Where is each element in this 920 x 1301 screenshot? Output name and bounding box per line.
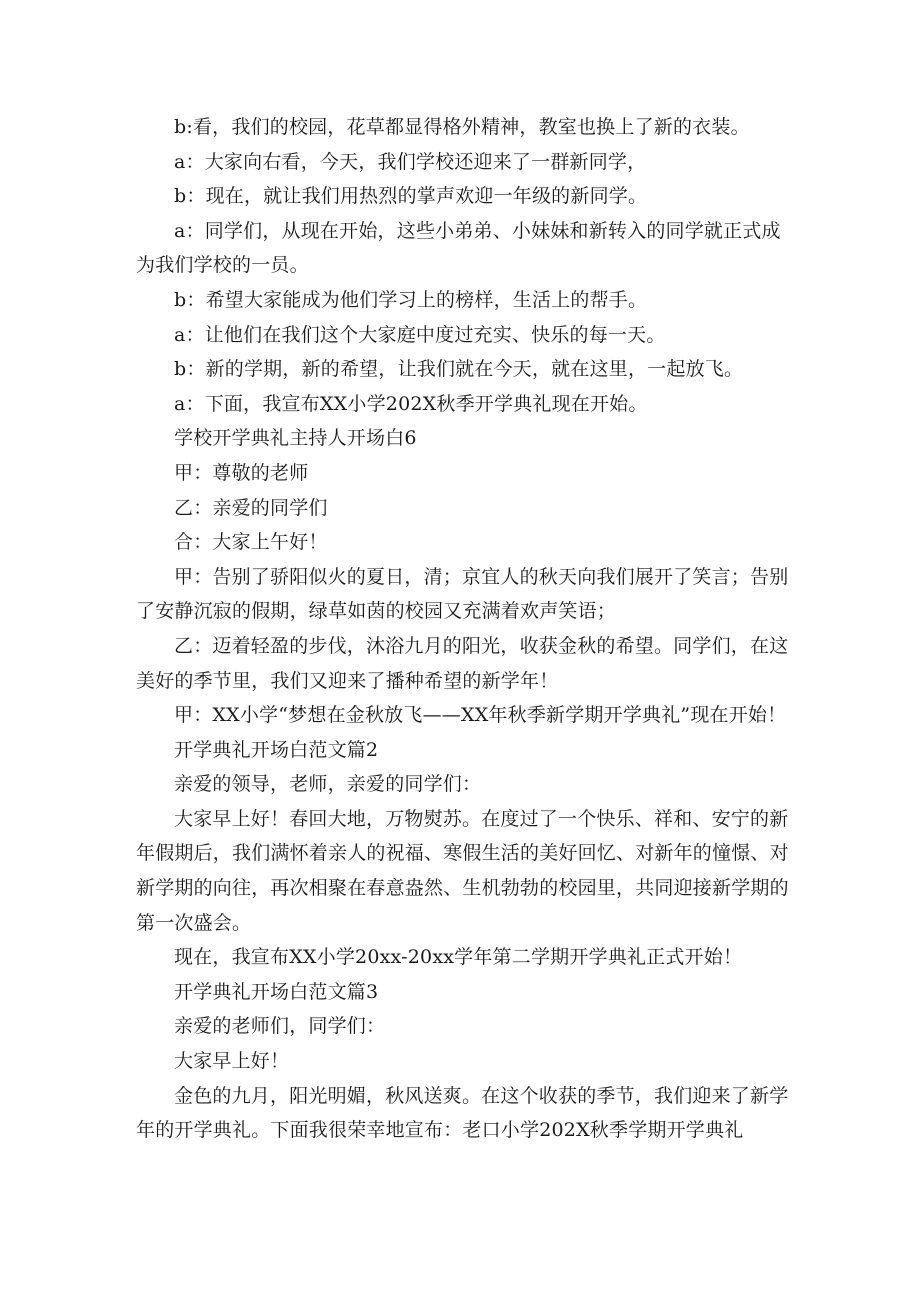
dialogue-line: a：让他们在我们这个大家庭中度过充实、快乐的每一天。 (174, 323, 666, 346)
dialogue-line: 甲：尊敬的老师 (174, 461, 309, 484)
body-paragraph: 大家早上好！春回大地，万物熨苏。在度过了一个快乐、祥和、安宁的新年假期后，我们满怀着亲人的祝福、寒假生活的美好回忆、对新年的憧憬、对新学期的向往，再次相聚在春意盎然、生机勃勃的校园里，共同迎接新学期的第一次盛会。 (136, 807, 789, 934)
dialogue-line: 乙：亲爱的同学们 (174, 496, 328, 519)
dialogue-line: 合：大家上午好！ (174, 531, 328, 554)
body-paragraph: 现在，我宣布XX小学20xx-20xx学年第二学期开学典礼正式开始！ (174, 946, 743, 969)
dialogue-line: b：现在，就让我们用热烈的掌声欢迎一年级的新同学。 (174, 185, 648, 208)
section-heading: 学校开学典礼主持人开场白6 (174, 427, 417, 450)
dialogue-line: 甲：告别了骄阳似火的夏日，清；京宜人的秋天向我们展开了笑言；告别了安静沉寂的假期，绿草如茵的校园又充满着欢声笑语； (136, 565, 789, 623)
section-heading: 开学典礼开场白范文篇3 (174, 980, 379, 1003)
dialogue-line: 乙：迈着轻盈的步伐，沐浴九月的阳光，收获金秋的希望。同学们，在这美好的季节里，我们又迎来了播种希望的新学年！ (136, 634, 789, 692)
greeting-line: 亲爱的老师们，同学们： (174, 1015, 386, 1038)
dialogue-line: b：希望大家能成为他们学习上的榜样，生活上的帮手。 (174, 288, 648, 311)
dialogue-line: a：下面，我宣布XX小学202X秋季开学典礼现在开始。 (174, 392, 648, 415)
greeting-line: 大家早上好！ (174, 1050, 290, 1073)
dialogue-line: a：大家向右看，今天，我们学校还迎来了一群新同学， (174, 150, 647, 173)
greeting-line: 亲爱的领导，老师，亲爱的同学们： (174, 773, 482, 796)
dialogue-line: a：同学们，从现在开始，这些小弟弟、小妹妹和新转入的同学就正式成为我们学校的一员。 (136, 219, 781, 277)
document-body (136, 110, 792, 1148)
dialogue-line: b：新的学期，新的希望，让我们就在今天，就在这里，一起放飞。 (174, 358, 744, 381)
section-heading: 开学典礼开场白范文篇2 (174, 738, 379, 761)
dialogue-line: b:看，我们的校园，花草都显得格外精神，教室也换上了新的衣装。 (174, 116, 750, 138)
body-paragraph: 金色的九月，阳光明媚，秋风送爽。在这个收获的季节，我们迎来了新学年的开学典礼。下面我很荣幸地宣布：老口小学202X秋季学期开学典礼 (136, 1084, 789, 1142)
dialogue-line: 甲：XX小学“梦想在金秋放飞——XX年秋季新学期开学典礼”现在开始！ (174, 704, 787, 727)
